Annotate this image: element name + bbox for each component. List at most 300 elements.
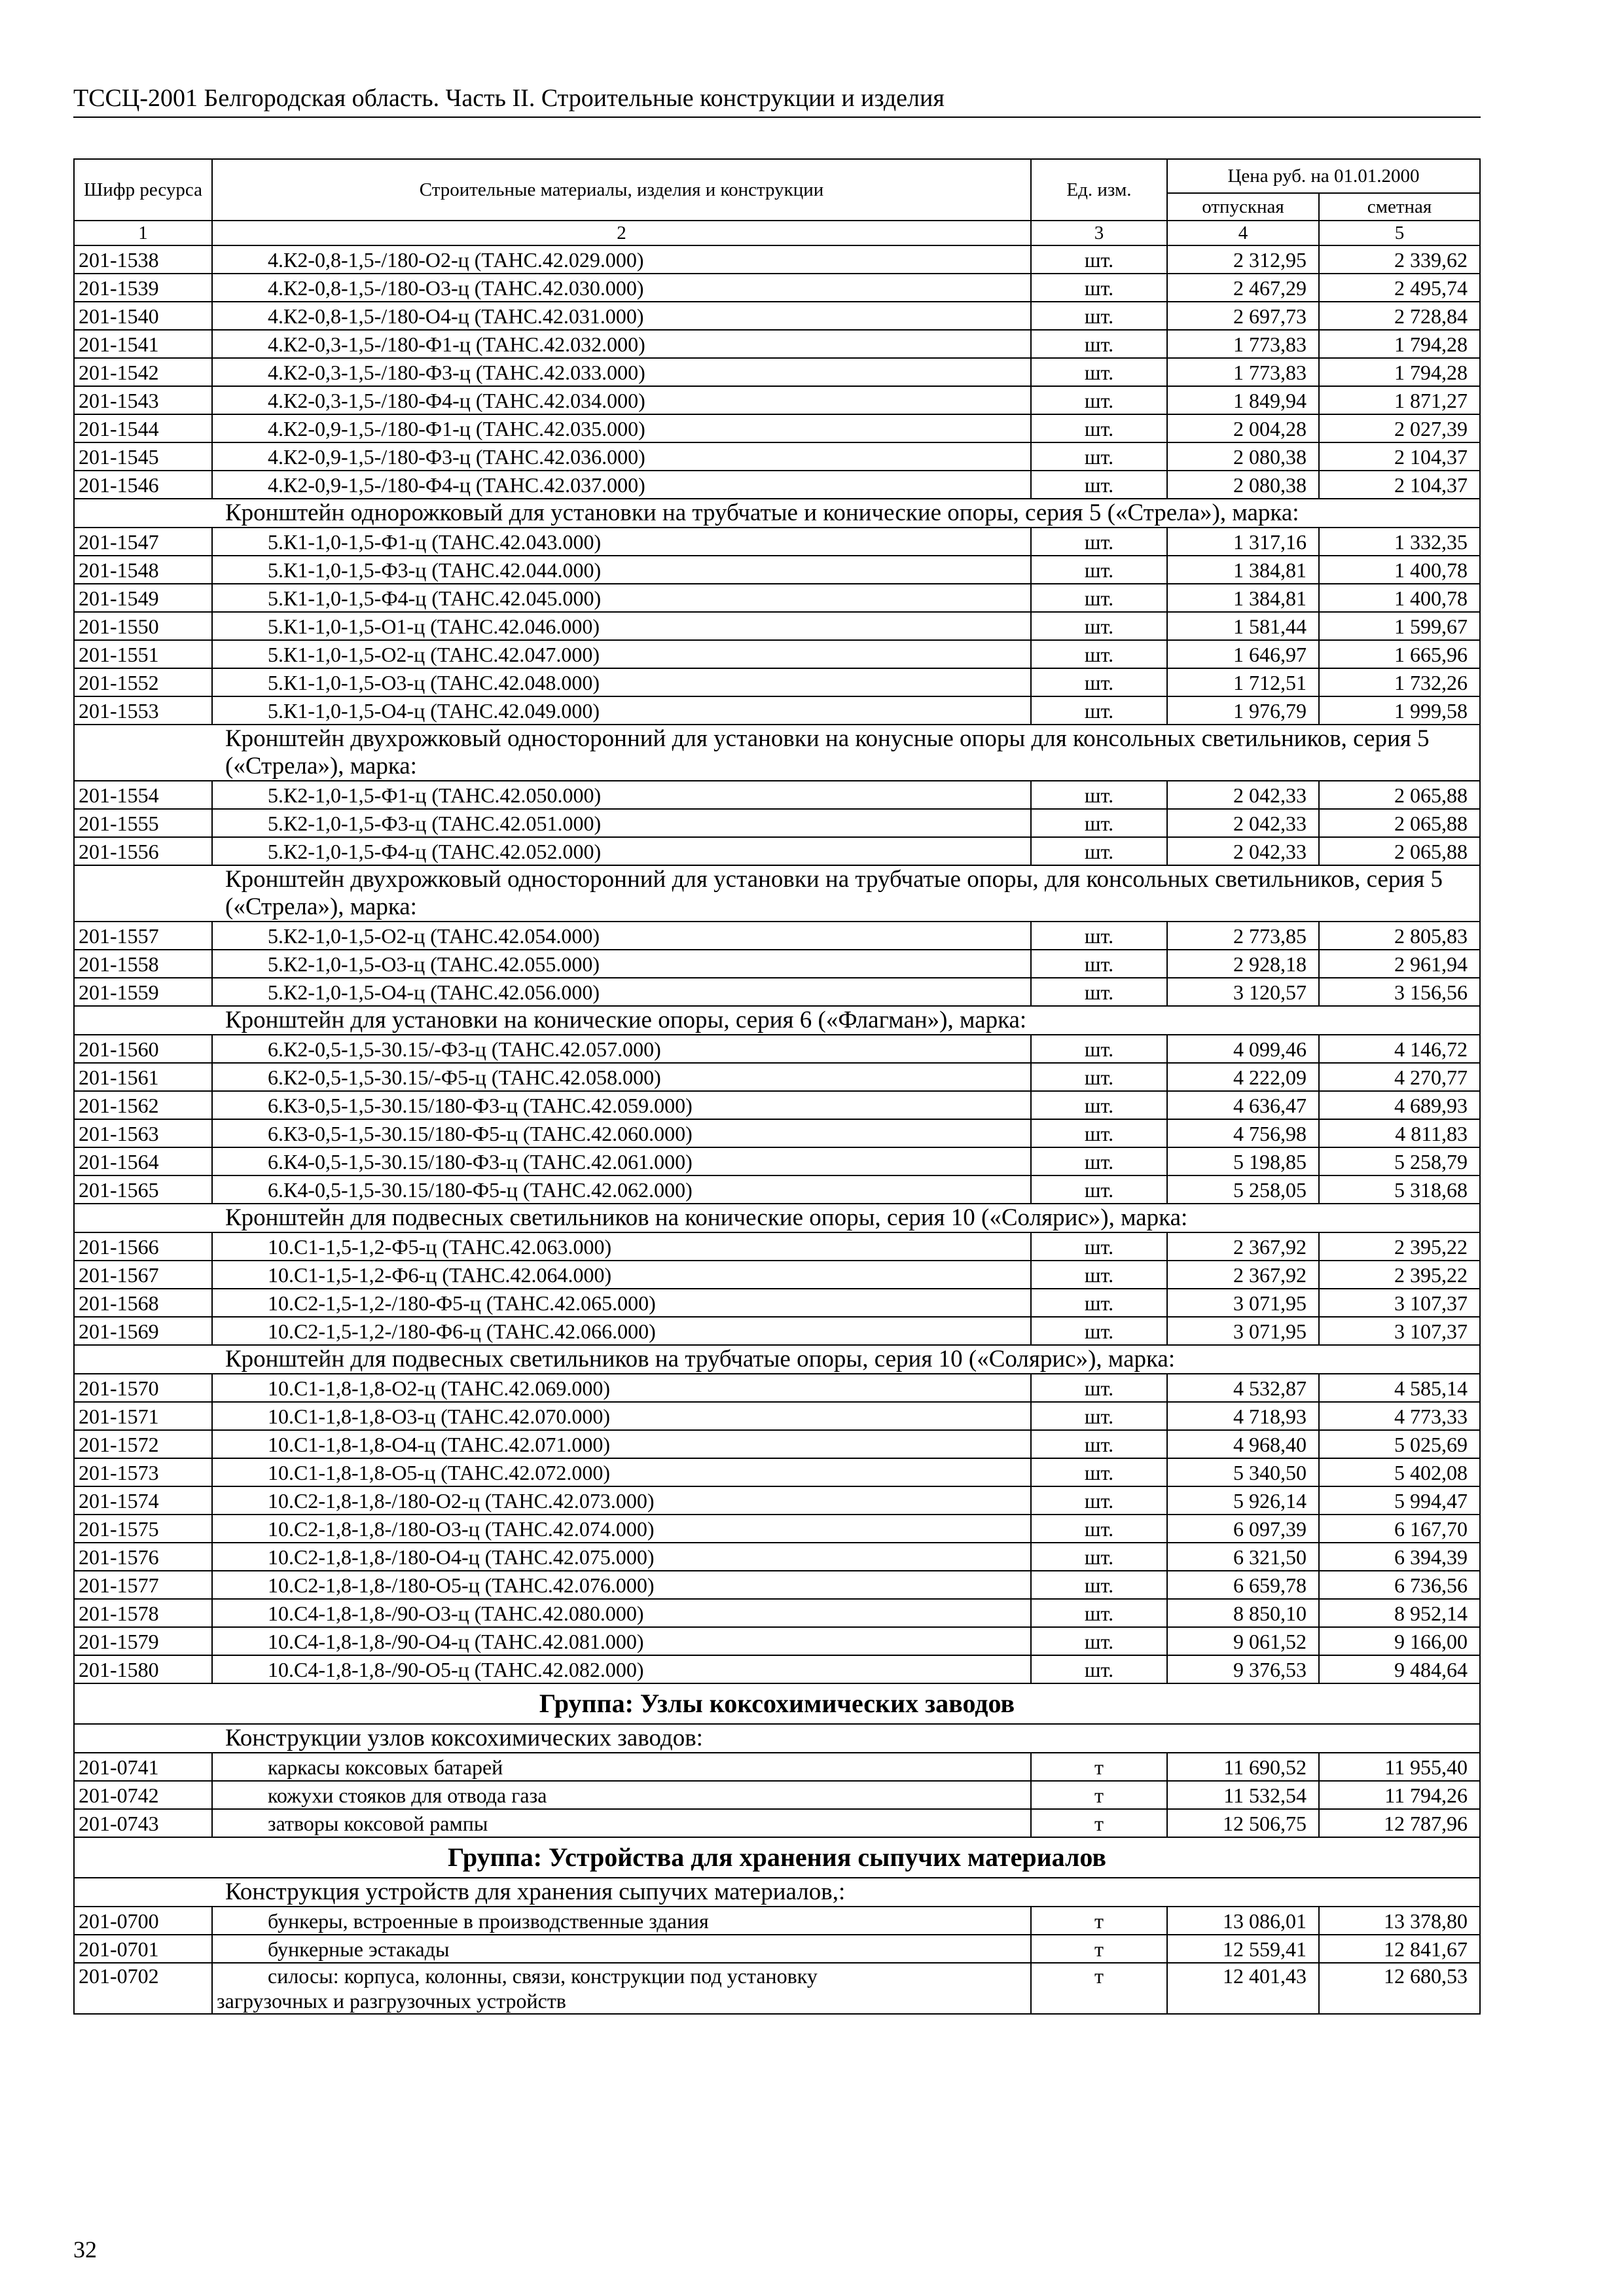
resource-name: 10.С1-1,8-1,8-О2-ц (ТАНС.42.069.000) [212,1374,1031,1402]
resource-code: 201-1541 [74,330,212,358]
table-header [74,159,1480,245]
resource-code: 201-1575 [74,1515,212,1543]
table-row [74,696,1480,725]
resource-name-line: силосы: корпуса, колонны, связи, конструкции под установку [268,1964,818,1988]
table-row [74,781,1480,809]
header-unit: Ед. изм. [1031,159,1167,221]
release-price: 4 532,87 [1167,1374,1319,1402]
header-release-price: отпускная [1167,193,1319,221]
resource-code: 201-0741 [74,1753,212,1781]
release-price: 5 340,50 [1167,1458,1319,1486]
unit-of-measure: шт. [1031,1458,1167,1486]
unit-of-measure: шт. [1031,386,1167,414]
section-title: Конструкция устройств для хранения сыпучих материалов,: [74,1878,1480,1907]
resource-code: 201-1538 [74,245,212,274]
resource-code: 201-1580 [74,1655,212,1683]
resource-name: 10.С1-1,8-1,8-О5-ц (ТАНС.42.072.000) [212,1458,1031,1486]
resource-code: 201-0702 [74,1963,212,2014]
table-row [74,471,1480,499]
price-table [73,158,1481,2015]
resource-code: 201-1567 [74,1261,212,1289]
resource-code: 201-1568 [74,1289,212,1317]
unit-of-measure: шт. [1031,302,1167,330]
section-row [74,865,1480,922]
table-row [74,837,1480,865]
table-row [74,1091,1480,1119]
release-price: 1 646,97 [1167,640,1319,668]
estimate-price: 12 841,67 [1319,1935,1480,1963]
resource-code: 201-1545 [74,442,212,471]
unit-of-measure: т [1031,1781,1167,1809]
estimate-price: 3 156,56 [1319,978,1480,1006]
section-row [74,1204,1480,1232]
resource-name: 5.К2-1,0-1,5-Ф4-ц (ТАНС.42.052.000) [212,837,1031,865]
release-price: 4 222,09 [1167,1063,1319,1091]
estimate-price: 1 665,96 [1319,640,1480,668]
resource-code: 201-1564 [74,1147,212,1175]
estimate-price: 5 258,79 [1319,1147,1480,1175]
unit-of-measure: шт. [1031,1655,1167,1683]
resource-code: 201-1574 [74,1486,212,1515]
resource-name: 4.К2-0,3-1,5-/180-Ф1-ц (ТАНС.42.032.000) [212,330,1031,358]
table-row [74,1147,1480,1175]
unit-of-measure: шт. [1031,1232,1167,1261]
release-price: 1 712,51 [1167,668,1319,696]
estimate-price: 12 787,96 [1319,1809,1480,1837]
header-name: Строительные материалы, изделия и конструкции [212,159,1031,221]
table-row [74,1627,1480,1655]
unit-of-measure: т [1031,1753,1167,1781]
table-row [74,1543,1480,1571]
estimate-price: 1 871,27 [1319,386,1480,414]
table-row [74,950,1480,978]
resource-code: 201-1554 [74,781,212,809]
estimate-price: 2 728,84 [1319,302,1480,330]
unit-of-measure: шт. [1031,922,1167,950]
table-row [74,1374,1480,1402]
estimate-price: 2 104,37 [1319,471,1480,499]
resource-name: бункеры, встроенные в производственные здания [212,1907,1031,1935]
resource-name: 6.К4-0,5-1,5-30.15/180-Ф5-ц (ТАНС.42.062.000) [212,1175,1031,1204]
unit-of-measure: шт. [1031,1119,1167,1147]
header-col-number: 5 [1319,221,1480,245]
release-price: 8 850,10 [1167,1599,1319,1627]
release-price: 2 042,33 [1167,809,1319,837]
estimate-price: 4 585,14 [1319,1374,1480,1402]
table-row [74,442,1480,471]
table-row [74,640,1480,668]
release-price: 2 773,85 [1167,922,1319,950]
resource-code: 201-0742 [74,1781,212,1809]
table-row [74,1317,1480,1345]
group-row [74,1837,1480,1878]
release-price: 3 120,57 [1167,978,1319,1006]
table-row [74,584,1480,612]
unit-of-measure: шт. [1031,1175,1167,1204]
section-title: Конструкции узлов коксохимических заводов: [74,1724,1480,1753]
table-row [74,1119,1480,1147]
resource-code: 201-1560 [74,1035,212,1063]
resource-name: 6.К3-0,5-1,5-30.15/180-Ф5-ц (ТАНС.42.060.000) [212,1119,1031,1147]
resource-code: 201-1553 [74,696,212,725]
release-price: 3 071,95 [1167,1317,1319,1345]
unit-of-measure: шт. [1031,696,1167,725]
table-row [74,1261,1480,1289]
estimate-price: 1 332,35 [1319,528,1480,556]
estimate-price: 6 736,56 [1319,1571,1480,1599]
table-row [74,612,1480,640]
table-row [74,1935,1480,1963]
table-row [74,809,1480,837]
resource-code: 201-1571 [74,1402,212,1430]
release-price: 1 317,16 [1167,528,1319,556]
release-price: 11 690,52 [1167,1753,1319,1781]
resource-name: 5.К2-1,0-1,5-О4-ц (ТАНС.42.056.000) [212,978,1031,1006]
resource-name: 10.С2-1,8-1,8-/180-О4-ц (ТАНС.42.075.000) [212,1543,1031,1571]
resource-name: каркасы коксовых батарей [212,1753,1031,1781]
estimate-price: 9 484,64 [1319,1655,1480,1683]
resource-name: 10.С2-1,8-1,8-/180-О3-ц (ТАНС.42.074.000) [212,1515,1031,1543]
resource-name: 6.К4-0,5-1,5-30.15/180-Ф3-ц (ТАНС.42.061.000) [212,1147,1031,1175]
estimate-price: 5 994,47 [1319,1486,1480,1515]
resource-code: 201-1555 [74,809,212,837]
release-price: 2 312,95 [1167,245,1319,274]
resource-code: 201-1540 [74,302,212,330]
resource-name: бункерные эстакады [212,1935,1031,1963]
resource-code: 201-1544 [74,414,212,442]
estimate-price: 1 400,78 [1319,584,1480,612]
release-price: 12 559,41 [1167,1935,1319,1963]
resource-name: 10.С2-1,8-1,8-/180-О2-ц (ТАНС.42.073.000) [212,1486,1031,1515]
unit-of-measure: шт. [1031,1571,1167,1599]
release-price: 2 080,38 [1167,471,1319,499]
resource-name: кожухи стояков для отвода газа [212,1781,1031,1809]
table-row [74,1175,1480,1204]
table-row [74,414,1480,442]
unit-of-measure: шт. [1031,556,1167,584]
estimate-price: 11 955,40 [1319,1753,1480,1781]
section-row [74,499,1480,528]
unit-of-measure: шт. [1031,245,1167,274]
section-title: Кронштейн двухрожковый односторонний для установки на конусные опоры для консольных светильников, серия 5 («Стрела»), марка: [74,725,1480,781]
estimate-price: 1 794,28 [1319,330,1480,358]
section-title: Кронштейн для подвесных светильников на конические опоры, серия 10 («Солярис»), марка: [74,1204,1480,1232]
unit-of-measure: т [1031,1963,1167,2014]
header-price: Цена руб. на 01.01.2000 [1167,159,1480,193]
section-row [74,1878,1480,1907]
release-price: 2 697,73 [1167,302,1319,330]
unit-of-measure: шт. [1031,1486,1167,1515]
page-number: 32 [73,2236,97,2263]
resource-name-line: загрузочных и разгрузочных устройств [217,1989,566,2013]
resource-code: 201-1577 [74,1571,212,1599]
resource-name: 5.К1-1,0-1,5-О3-ц (ТАНС.42.048.000) [212,668,1031,696]
header-col-number: 2 [212,221,1031,245]
resource-name [212,1963,1031,2014]
unit-of-measure: шт. [1031,1430,1167,1458]
resource-code: 201-1569 [74,1317,212,1345]
estimate-price: 5 318,68 [1319,1175,1480,1204]
unit-of-measure: шт. [1031,781,1167,809]
resource-name: 10.С1-1,8-1,8-О3-ц (ТАНС.42.070.000) [212,1402,1031,1430]
resource-name: 4.К2-0,3-1,5-/180-Ф3-ц (ТАНС.42.033.000) [212,358,1031,386]
resource-code: 201-1561 [74,1063,212,1091]
release-price: 9 376,53 [1167,1655,1319,1683]
unit-of-measure: шт. [1031,1627,1167,1655]
table-row [74,302,1480,330]
table-row [74,528,1480,556]
resource-code: 201-1566 [74,1232,212,1261]
resource-name: 5.К1-1,0-1,5-Ф4-ц (ТАНС.42.045.000) [212,584,1031,612]
resource-name: 5.К1-1,0-1,5-О2-ц (ТАНС.42.047.000) [212,640,1031,668]
unit-of-measure: шт. [1031,612,1167,640]
resource-code: 201-1565 [74,1175,212,1204]
estimate-price: 3 107,37 [1319,1317,1480,1345]
estimate-price: 2 065,88 [1319,837,1480,865]
section-row [74,725,1480,781]
release-price: 2 042,33 [1167,781,1319,809]
table-row [74,1515,1480,1543]
resource-code: 201-1549 [74,584,212,612]
unit-of-measure: т [1031,1809,1167,1837]
resource-name: 4.К2-0,3-1,5-/180-Ф4-ц (ТАНС.42.034.000) [212,386,1031,414]
group-row [74,1683,1480,1724]
resource-name: 4.К2-0,8-1,5-/180-О2-ц (ТАНС.42.029.000) [212,245,1031,274]
resource-code: 201-1572 [74,1430,212,1458]
section-title: Кронштейн для установки на конические опоры, серия 6 («Флагман»), марка: [74,1006,1480,1035]
resource-name: 5.К1-1,0-1,5-О1-ц (ТАНС.42.046.000) [212,612,1031,640]
table-row [74,1599,1480,1627]
release-price: 12 401,43 [1167,1963,1319,2014]
release-price: 3 071,95 [1167,1289,1319,1317]
estimate-price: 4 811,83 [1319,1119,1480,1147]
resource-code: 201-1576 [74,1543,212,1571]
estimate-price: 2 065,88 [1319,781,1480,809]
section-title: Кронштейн однорожковый для установки на трубчатые и конические опоры, серия 5 («Стрела»), марка: [74,499,1480,528]
resource-code: 201-1578 [74,1599,212,1627]
release-price: 5 198,85 [1167,1147,1319,1175]
resource-name: 5.К1-1,0-1,5-Ф1-ц (ТАНС.42.043.000) [212,528,1031,556]
unit-of-measure: шт. [1031,584,1167,612]
unit-of-measure: т [1031,1935,1167,1963]
group-title: Группа: Узлы коксохимических заводов [74,1683,1480,1724]
release-price: 9 061,52 [1167,1627,1319,1655]
unit-of-measure: шт. [1031,528,1167,556]
table-row [74,1035,1480,1063]
release-price: 6 097,39 [1167,1515,1319,1543]
group-title: Группа: Устройства для хранения сыпучих материалов [74,1837,1480,1878]
unit-of-measure: шт. [1031,1543,1167,1571]
resource-code: 201-1551 [74,640,212,668]
unit-of-measure: шт. [1031,358,1167,386]
section-row [74,1345,1480,1374]
release-price: 4 718,93 [1167,1402,1319,1430]
header-col-number: 1 [74,221,212,245]
table-row [74,922,1480,950]
resource-code: 201-0700 [74,1907,212,1935]
estimate-price: 12 680,53 [1319,1963,1480,2014]
table-row [74,978,1480,1006]
section-title: Кронштейн двухрожковый односторонний для установки на трубчатые опоры, для консольных светильников, серия 5 («Стрела»), марка: [74,865,1480,922]
unit-of-measure: шт. [1031,1261,1167,1289]
estimate-price: 13 378,80 [1319,1907,1480,1935]
estimate-price: 2 495,74 [1319,274,1480,302]
release-price: 1 384,81 [1167,556,1319,584]
estimate-price: 1 599,67 [1319,612,1480,640]
estimate-price: 6 167,70 [1319,1515,1480,1543]
resource-name: 10.С4-1,8-1,8-/90-О5-ц (ТАНС.42.082.000) [212,1655,1031,1683]
release-price: 2 042,33 [1167,837,1319,865]
release-price: 6 321,50 [1167,1543,1319,1571]
resource-code: 201-1550 [74,612,212,640]
table-row [74,1232,1480,1261]
table-row [74,358,1480,386]
resource-name: 10.С1-1,5-1,2-Ф6-ц (ТАНС.42.064.000) [212,1261,1031,1289]
unit-of-measure: шт. [1031,1147,1167,1175]
unit-of-measure: шт. [1031,1515,1167,1543]
estimate-price: 2 027,39 [1319,414,1480,442]
header-code: Шифр ресурса [74,159,212,221]
table-row [74,274,1480,302]
estimate-price: 1 732,26 [1319,668,1480,696]
table-row [74,1430,1480,1458]
resource-name: 5.К2-1,0-1,5-Ф1-ц (ТАНС.42.050.000) [212,781,1031,809]
resource-name: 10.С1-1,5-1,2-Ф5-ц (ТАНС.42.063.000) [212,1232,1031,1261]
resource-name: затворы коксовой рампы [212,1809,1031,1837]
resource-code: 201-1562 [74,1091,212,1119]
header-divider [73,117,1481,118]
resource-code: 201-1559 [74,978,212,1006]
unit-of-measure: шт. [1031,1063,1167,1091]
estimate-price: 2 805,83 [1319,922,1480,950]
unit-of-measure: шт. [1031,978,1167,1006]
unit-of-measure: шт. [1031,414,1167,442]
estimate-price: 4 773,33 [1319,1402,1480,1430]
resource-name: 4.К2-0,9-1,5-/180-Ф4-ц (ТАНС.42.037.000) [212,471,1031,499]
resource-name: 4.К2-0,8-1,5-/180-О3-ц (ТАНС.42.030.000) [212,274,1031,302]
release-price: 4 636,47 [1167,1091,1319,1119]
table-row [74,668,1480,696]
estimate-price: 2 395,22 [1319,1261,1480,1289]
release-price: 4 968,40 [1167,1430,1319,1458]
resource-name: 10.С4-1,8-1,8-/90-О3-ц (ТАНС.42.080.000) [212,1599,1031,1627]
estimate-price: 2 104,37 [1319,442,1480,471]
unit-of-measure: шт. [1031,1402,1167,1430]
section-row [74,1006,1480,1035]
resource-code: 201-0743 [74,1809,212,1837]
release-price: 2 928,18 [1167,950,1319,978]
resource-name: 5.К1-1,0-1,5-Ф3-ц (ТАНС.42.044.000) [212,556,1031,584]
resource-name: 10.С2-1,5-1,2-/180-Ф5-ц (ТАНС.42.065.000) [212,1289,1031,1317]
release-price: 4 756,98 [1167,1119,1319,1147]
estimate-price: 3 107,37 [1319,1289,1480,1317]
table-row [74,1289,1480,1317]
release-price: 1 773,83 [1167,358,1319,386]
release-price: 13 086,01 [1167,1907,1319,1935]
release-price: 2 467,29 [1167,274,1319,302]
table-row [74,245,1480,274]
unit-of-measure: шт. [1031,837,1167,865]
resource-code: 201-1570 [74,1374,212,1402]
release-price: 1 773,83 [1167,330,1319,358]
resource-code: 201-1556 [74,837,212,865]
table-row [74,1907,1480,1935]
release-price: 2 004,28 [1167,414,1319,442]
unit-of-measure: шт. [1031,1289,1167,1317]
estimate-price: 2 395,22 [1319,1232,1480,1261]
resource-code: 201-1539 [74,274,212,302]
estimate-price: 5 402,08 [1319,1458,1480,1486]
estimate-price: 1 794,28 [1319,358,1480,386]
resource-name: 4.К2-0,9-1,5-/180-Ф1-ц (ТАНС.42.035.000) [212,414,1031,442]
estimate-price: 4 689,93 [1319,1091,1480,1119]
release-price: 2 367,92 [1167,1232,1319,1261]
resource-code: 201-1558 [74,950,212,978]
resource-code: 201-1573 [74,1458,212,1486]
resource-name: 5.К2-1,0-1,5-Ф3-ц (ТАНС.42.051.000) [212,809,1031,837]
release-price: 4 099,46 [1167,1035,1319,1063]
resource-name: 4.К2-0,9-1,5-/180-Ф3-ц (ТАНС.42.036.000) [212,442,1031,471]
table-row [74,1571,1480,1599]
release-price: 11 532,54 [1167,1781,1319,1809]
resource-name: 6.К2-0,5-1,5-30.15/-Ф5-ц (ТАНС.42.058.000) [212,1063,1031,1091]
resource-name: 10.С2-1,8-1,8-/180-О5-ц (ТАНС.42.076.000) [212,1571,1031,1599]
resource-code: 201-1563 [74,1119,212,1147]
release-price: 5 258,05 [1167,1175,1319,1204]
resource-code: 201-0701 [74,1935,212,1963]
unit-of-measure: шт. [1031,950,1167,978]
resource-code: 201-1548 [74,556,212,584]
estimate-price: 2 339,62 [1319,245,1480,274]
release-price: 12 506,75 [1167,1809,1319,1837]
unit-of-measure: шт. [1031,1374,1167,1402]
unit-of-measure: шт. [1031,1035,1167,1063]
header-col-number: 3 [1031,221,1167,245]
table-row [74,1063,1480,1091]
header-estimate-price: сметная [1319,193,1480,221]
release-price: 2 367,92 [1167,1261,1319,1289]
resource-code: 201-1543 [74,386,212,414]
estimate-price: 4 270,77 [1319,1063,1480,1091]
resource-name: 4.К2-0,8-1,5-/180-О4-ц (ТАНС.42.031.000) [212,302,1031,330]
estimate-price: 11 794,26 [1319,1781,1480,1809]
table-body [74,245,1480,2014]
estimate-price: 2 065,88 [1319,809,1480,837]
table-row [74,1655,1480,1683]
table-row [74,1809,1480,1837]
resource-name: 10.С4-1,8-1,8-/90-О4-ц (ТАНС.42.081.000) [212,1627,1031,1655]
release-price: 1 849,94 [1167,386,1319,414]
table-row [74,1753,1480,1781]
section-title: Кронштейн для подвесных светильников на трубчатые опоры, серия 10 («Солярис»), марка: [74,1345,1480,1374]
resource-name: 5.К1-1,0-1,5-О4-ц (ТАНС.42.049.000) [212,696,1031,725]
release-price: 2 080,38 [1167,442,1319,471]
estimate-price: 6 394,39 [1319,1543,1480,1571]
unit-of-measure: шт. [1031,1317,1167,1345]
release-price: 6 659,78 [1167,1571,1319,1599]
resource-name: 6.К3-0,5-1,5-30.15/180-Ф3-ц (ТАНС.42.059.000) [212,1091,1031,1119]
table-row [74,1781,1480,1809]
unit-of-measure: шт. [1031,330,1167,358]
resource-code: 201-1547 [74,528,212,556]
unit-of-measure: шт. [1031,640,1167,668]
resource-code: 201-1546 [74,471,212,499]
estimate-price: 8 952,14 [1319,1599,1480,1627]
table-row [74,1458,1480,1486]
unit-of-measure: т [1031,1907,1167,1935]
header-col-number: 4 [1167,221,1319,245]
section-row [74,1724,1480,1753]
